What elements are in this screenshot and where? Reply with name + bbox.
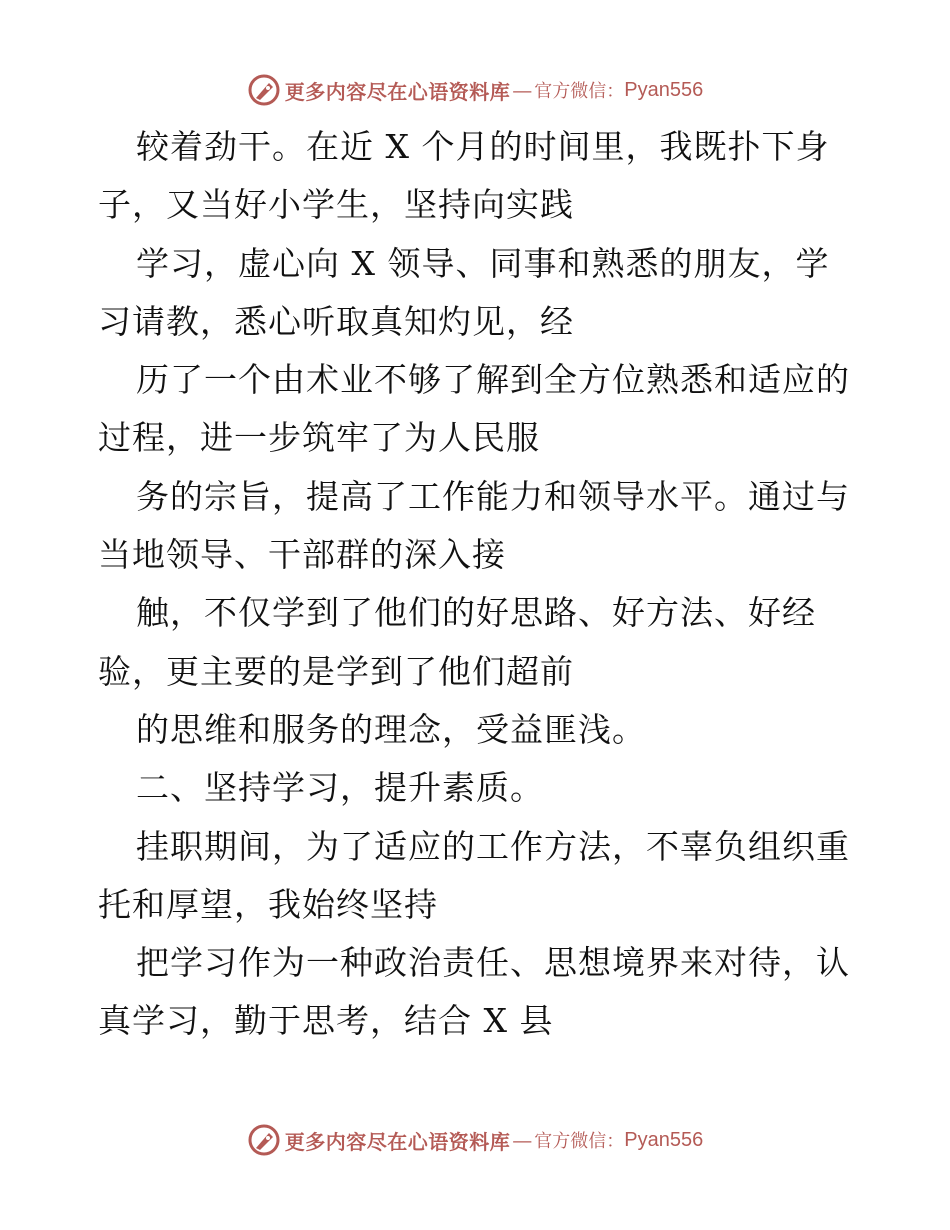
text-line: 务的宗旨，提高了工作能力和领导水平。通过与 (136, 476, 850, 516)
text-line: 真学习，勤于思考，结合 X 县 (98, 1001, 554, 1041)
text-line: 过程，进一步筑牢了为人民服 (98, 418, 540, 458)
text-line: 托和厚望，我始终坚持 (98, 884, 438, 924)
header-banner (0, 70, 950, 110)
banner-text: 更多内容尽在心语资料库 (284, 1129, 511, 1154)
text-line: 习请教，悉心听取真知灼见，经 (98, 301, 574, 341)
text-line: 较着劲干。在近 X 个月的时间里，我既扑下身 (136, 127, 830, 166)
footer-banner (0, 1120, 950, 1160)
text-line: 历了一个由术业不够了解到全方位熟悉和适应的 (136, 360, 850, 400)
text-line: 验，更主要的是学到了他们超前 (98, 651, 574, 691)
text-line: 子，又当好小学生，坚持向实践 (98, 185, 574, 225)
text-line: 触，不仅学到了他们的好思路、好方法、好经 (136, 593, 816, 633)
document-body (98, 118, 858, 1051)
banner-text: 更多内容尽在心语资料库 (284, 79, 511, 104)
section-heading: 二、坚持学习，提升素质。 (136, 768, 544, 808)
text-line: 学习，虚心向 X 领导、同事和熟悉的朋友，学 (136, 243, 830, 283)
text-line: 当地领导、干部群的深入接 (98, 535, 506, 575)
banner-dash: — (512, 1128, 533, 1152)
pen-nib-logo-icon (247, 1123, 281, 1157)
banner-label: 官方微信： (534, 1131, 625, 1152)
banner-wechat-id: Pyan556 (624, 1128, 704, 1151)
text-line: 的思维和服务的理念，受益匪浅。 (136, 709, 646, 749)
text-line: 挂职期间，为了适应的工作方法，不辜负组织重 (136, 826, 850, 866)
pen-nib-logo-icon (247, 73, 281, 107)
text-line: 把学习作为一种政治责任、思想境界来对待，认 (136, 943, 850, 983)
banner-dash: — (512, 78, 533, 102)
banner-wechat-id: Pyan556 (624, 78, 704, 101)
banner-label: 官方微信： (534, 81, 625, 102)
